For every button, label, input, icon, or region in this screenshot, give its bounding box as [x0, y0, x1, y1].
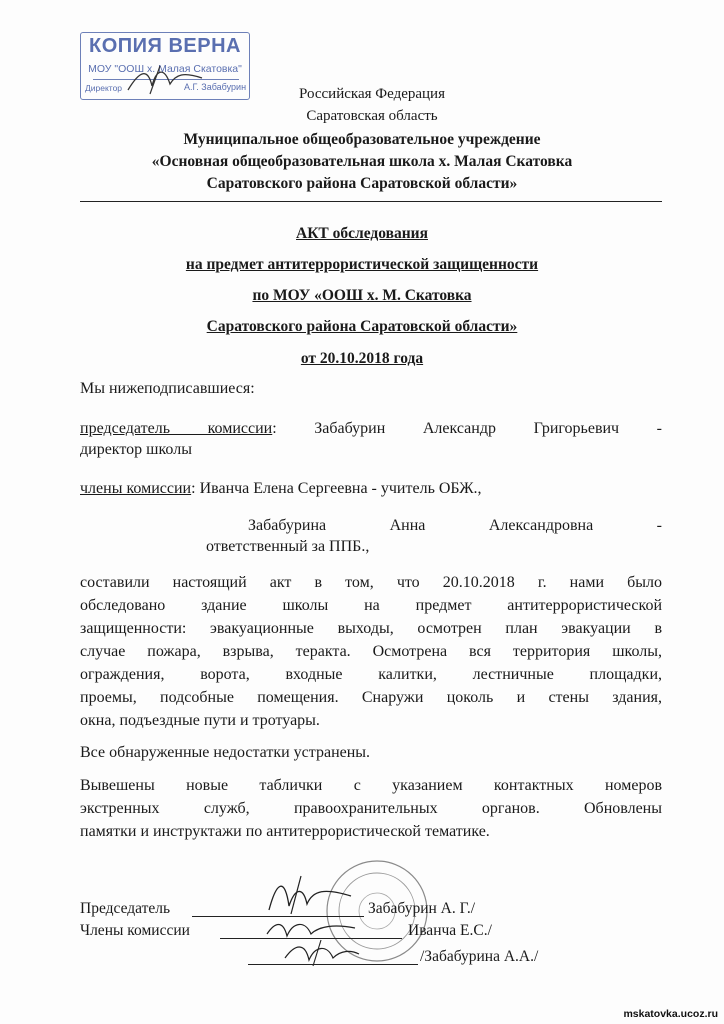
site-watermark: mskatovka.ucoz.ru: [623, 1008, 718, 1020]
act-district: Саратовского района Саратовской области»: [206, 318, 518, 335]
stamp-name: А.Г. Забабурин: [184, 82, 247, 92]
chair-rest: : Забабурин Александр Григорьевич -: [272, 420, 663, 437]
para1-line5: ограждения, ворота, входные калитки, лестничные площадки,: [80, 666, 662, 683]
para3-line3: памятки и инструктажи по антитеррористической тематике.: [80, 823, 490, 840]
para1-line1: составили настоящий акт в том, что 20.10.2018 г. нами было: [80, 574, 662, 591]
para1-line6: проемы, подсобные помещения. Снаружи цоколь и стены здания,: [80, 689, 662, 706]
members-label: члены комиссии: [80, 480, 192, 497]
header-org-line1: Муниципальное общеобразовательное учреждение: [183, 131, 541, 148]
sig-chair-name: Забабурин А. Г./: [368, 900, 476, 917]
para1-line2: обследовано здание школы на предмет антитеррористической: [80, 597, 662, 614]
chair-position: директор школы: [80, 441, 192, 458]
header-org-line3: Саратовского района Саратовской области»: [206, 175, 518, 192]
header-org-line2: «Основная общеобразовательная школа х. Малая Скатовка: [151, 153, 573, 170]
para1-line3: защищенности: эвакуационные выходы, осмотрен план эвакуации в: [80, 620, 662, 637]
handwritten-signatures: [255, 870, 365, 980]
header-country: Российская Федерация: [299, 86, 445, 102]
act-date: от 20.10.2018 года: [300, 350, 424, 367]
sig-members-label: Члены комиссии: [80, 922, 190, 939]
stamp-position: Директор: [85, 83, 123, 93]
para2: Все обнаруженные недостатки устранены.: [80, 744, 371, 761]
sig-chair-label: Председатель: [80, 900, 171, 917]
act-title: АКТ обследования: [296, 225, 428, 242]
sig-member1-name: Иванча Е.С./: [408, 922, 492, 939]
header-divider: [80, 201, 662, 202]
members-line: [80, 480, 482, 498]
para1-line7: окна, подъездные пути и тротуары.: [80, 712, 320, 729]
stamp-org: МОУ "ООШ х. Малая Скатовка": [88, 63, 242, 75]
act-object: по МОУ «ООШ х. М. Скатовка: [252, 287, 472, 304]
members-rest: : Иванча Елена Сергеевна - учитель ОБЖ.,: [191, 480, 482, 497]
para3-line2: экстренных служб, правоохранительных органов. Обновлены: [80, 800, 662, 817]
act-subject: на предмет антитеррористической защищенности: [185, 256, 539, 273]
sig-member2-name: /Забабурина А.А./: [420, 948, 539, 965]
member2-name: Забабурина Анна Александровна -: [248, 517, 662, 534]
chair-label: председатель комиссии: [80, 420, 273, 437]
member2-position: ответственный за ППБ.,: [206, 538, 370, 555]
para3-line1: Вывешены новые таблички с указанием контактных номеров: [80, 777, 662, 794]
header-region: Саратовская область: [306, 108, 438, 124]
intro-text: Мы нижеподписавшиеся:: [80, 380, 255, 397]
chair-line: [80, 420, 662, 438]
stamp-title: КОПИЯ ВЕРНА: [89, 35, 241, 57]
para1-line4: случае пожара, взрыва, теракта. Осмотрена вся территория школы,: [80, 643, 662, 660]
